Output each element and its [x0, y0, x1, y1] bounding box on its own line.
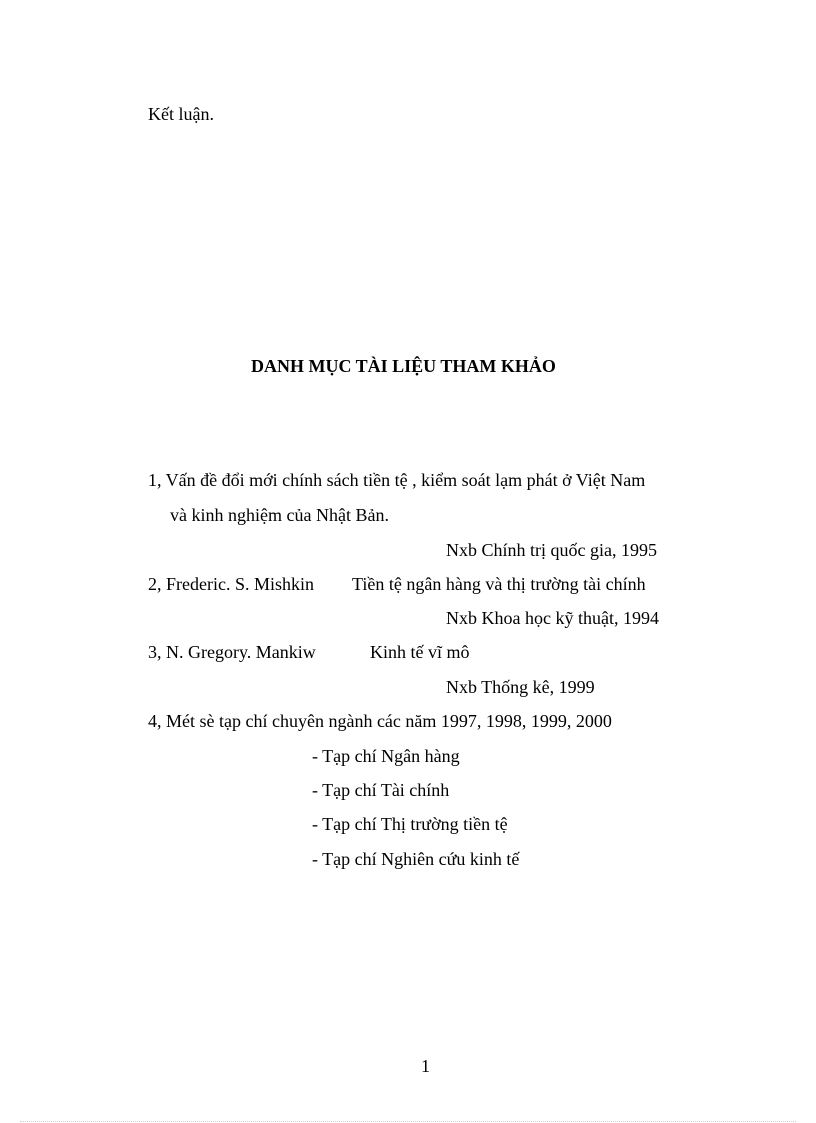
reference-1-title-line1: 1, Vấn đề đổi mới chính sách tiền tệ , kiểm soát lạm phát ở Việt Nam [148, 470, 646, 490]
journal-item: - Tạp chí Tài chính [312, 780, 450, 800]
reference-3-author: 3, N. Gregory. Mankiw [148, 642, 316, 662]
journal-item: - Tạp chí Ngân hàng [312, 746, 460, 766]
references-title: DANH MỤC TÀI LIỆU THAM KHẢO [251, 356, 556, 376]
reference-3-publisher: Nxb Thống kê, 1999 [446, 677, 595, 697]
reference-2-title: Tiền tệ ngân hàng và thị trường tài chính [352, 574, 646, 594]
journal-item: - Tạp chí Thị trường tiền tệ [312, 814, 508, 834]
conclusion-heading: Kết luận. [148, 104, 214, 124]
journal-item: - Tạp chí Nghiên cứu kinh tế [312, 849, 520, 869]
reference-4-title: 4, Mét sè tạp chí chuyên ngành các năm 1997, 1998, 1999, 2000 [148, 711, 612, 731]
reference-2-author: 2, Frederic. S. Mishkin [148, 574, 314, 594]
reference-2-publisher: Nxb Khoa học kỹ thuật, 1994 [446, 608, 659, 628]
reference-3-title: Kinh tế vĩ mô [370, 642, 470, 662]
page-number: 1 [421, 1056, 430, 1076]
reference-1-publisher: Nxb Chính trị quốc gia, 1995 [446, 540, 657, 560]
reference-1-title-line2: và kinh nghiệm của Nhật Bản. [170, 505, 389, 525]
page-bottom-rule [20, 1121, 796, 1122]
